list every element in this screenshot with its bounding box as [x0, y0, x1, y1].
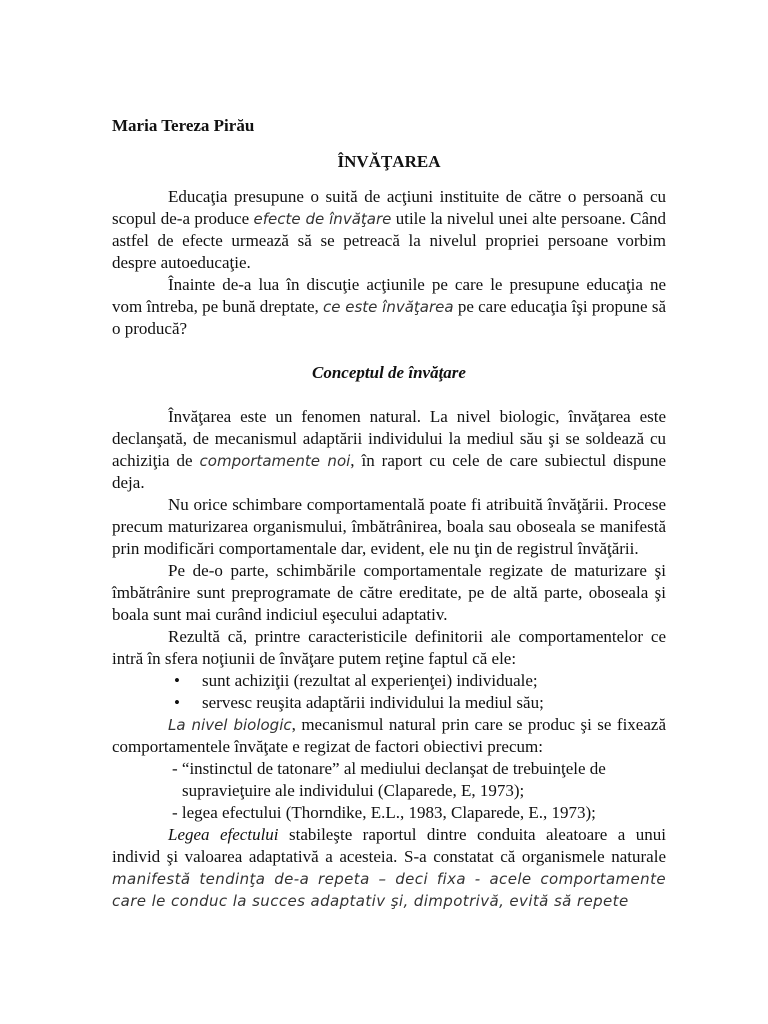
p8-emphasis: Legea efectului: [168, 825, 279, 844]
dash-item-1-line-2: supravieţuire ale individului (Claparede, E, 1973);: [182, 781, 525, 800]
bullet-icon: •: [174, 671, 180, 690]
p1-emphasis: efecte de învăţare: [253, 210, 392, 228]
p8-text-b: stabileşte raportul dintre conduita aleatoare a unui individ şi valoarea adaptativă a acesteia. S-a constatat că organismele naturale: [112, 825, 667, 866]
p2-text-b: pe care educaţia îşi propune să o producă?: [112, 297, 666, 338]
paragraph-7: [112, 714, 666, 758]
bullet-icon: •: [174, 693, 180, 712]
bullet-text: servesc reuşita adaptării individului la mediul său;: [202, 693, 544, 712]
section-title: Conceptul de învăţare: [312, 363, 466, 382]
document-title: ÎNVĂŢAREA: [337, 152, 441, 171]
p7-emphasis: La nivel biologic: [168, 716, 292, 734]
p1-text-a: Educaţia presupune o suită de acţiuni instituite de către o persoană cu scopul de-a produce: [112, 187, 666, 228]
dash-item-2: - legea efectului (Thorndike, E.L., 1983, Claparede, E., 1973);: [172, 803, 596, 822]
p7-text-b: , mecanismul natural prin care se produc şi se fixează comportamentele învăţate e regizat de factori obiectivi precum:: [112, 715, 666, 756]
paragraph-8: [112, 824, 666, 912]
p8-emphasis-2: manifestă tendinţa de-a repeta – deci fixa - acele comportamente care le conduc la succes adaptativ şi, dimpotrivă, evită să repete: [112, 870, 666, 910]
p2-emphasis: ce este învăţarea: [323, 298, 454, 316]
paragraph-5: Pe de-o parte, schimbările comportamentale regizate de maturizare şi îmbătrânire sunt preprogramate de către ereditate, pe de altă parte, oboseala şi boala sunt mai curând indiciul eşecului adaptativ.: [112, 561, 666, 624]
p3-text-a: Învăţarea este un fenomen natural. La nivel biologic, învăţarea este declanşată, de mecanismul adaptării individului la mediul său şi se soldează cu achiziţia de: [112, 407, 666, 470]
paragraph-3: [112, 406, 666, 494]
list-item: [174, 670, 666, 692]
bullet-list: [112, 670, 666, 714]
p2-text-a: Înainte de-a lua în discuţie acţiunile pe care le presupune educaţia ne vom întreba, pe bună dreptate,: [112, 275, 666, 316]
p3-emphasis: comportamente noi: [199, 452, 351, 470]
list-item: [174, 692, 666, 714]
bullet-text: sunt achiziţii (rezultat al experienţei) individuale;: [202, 671, 538, 690]
paragraph-4: Nu orice schimbare comportamentală poate fi atribuită învăţării. Procese precum maturizarea organismului, îmbătrânirea, boala sau oboseala se manifestă prin modificări comportamentale dar, evident, ele nu ţin de registrul învăţării.: [112, 495, 666, 558]
paragraph-1: [112, 186, 666, 274]
p1-text-b: utile la nivelul unei alte persoane. Când astfel de efecte urmează să se petreacă la nivelul propriei persoane vorbim despre autoeducaţie.: [112, 209, 667, 272]
paragraph-2: [112, 274, 666, 340]
p3-text-b: , în raport cu cele de care subiectul dispune deja.: [112, 451, 666, 492]
paragraph-6: Rezultă că, printre caracteristicile definitorii ale comportamentelor ce intră în sfera noţiunii de învăţare putem reţine faptul că ele:: [112, 627, 666, 668]
author-name: Maria Tereza Pirău: [112, 116, 255, 135]
dash-item-1-line-1: - “instinctul de tatonare” al mediului declanşat de trebuinţele de: [172, 759, 606, 778]
